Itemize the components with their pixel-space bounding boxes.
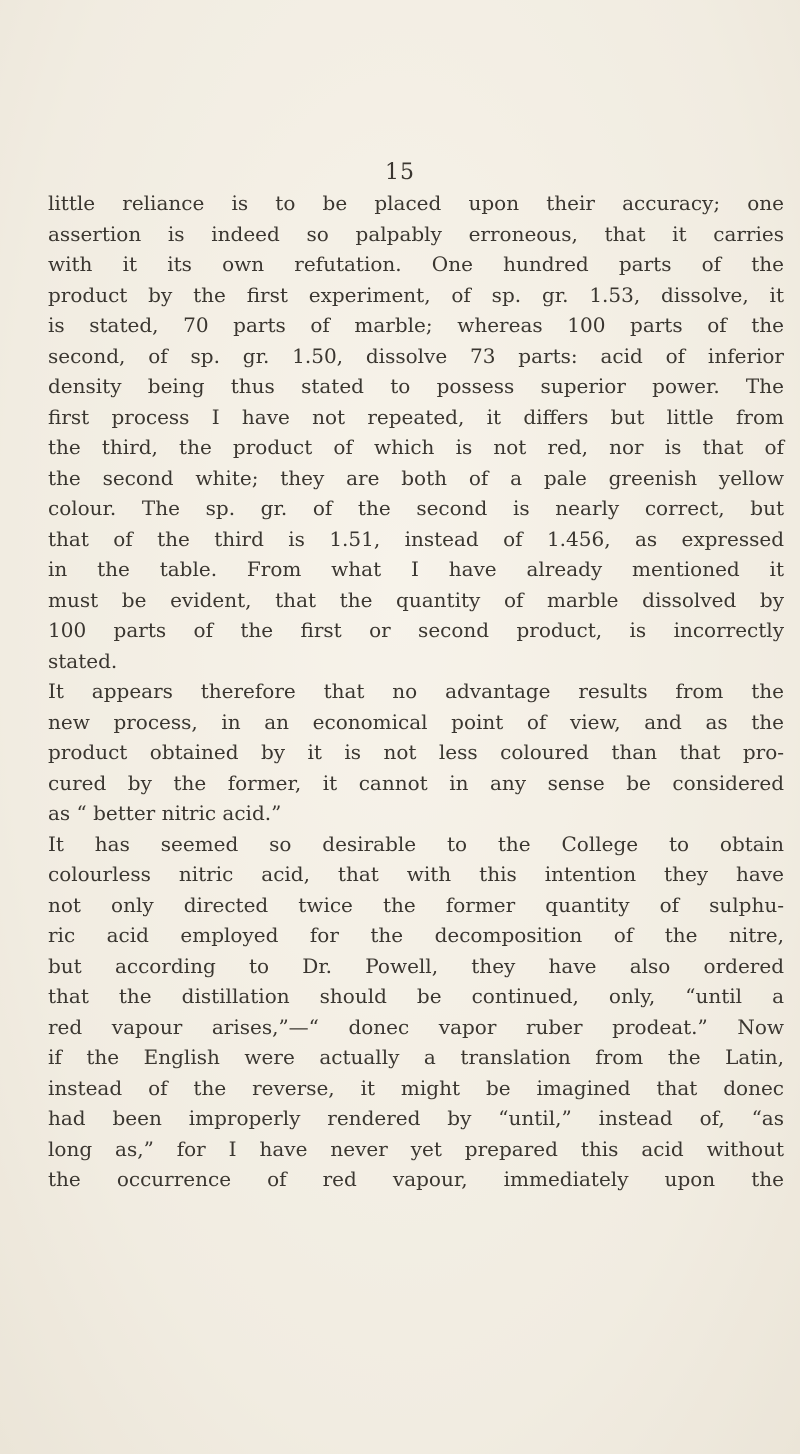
text-line: 100 parts of the first or second product, is incorrectly	[48, 618, 784, 642]
text-line: stated.	[48, 648, 118, 673]
text-line: must be evident, that the quantity of marble dissolved by	[48, 587, 784, 612]
text-line: the third, the product of which is not red, nor is that of	[48, 435, 784, 459]
text-line: is stated, 70 parts of marble; whereas 100 parts of the	[48, 313, 784, 337]
text-line: long as,” for I have never yet prepared this acid without	[48, 1136, 784, 1161]
text-line: if the English were actually a translation from the Latin,	[48, 1045, 784, 1069]
text-line: colourless nitric acid, that with this intention they have	[48, 862, 784, 886]
text-line: product obtained by it is not less coloured than that pro-	[48, 740, 784, 764]
text-line: with it its own refutation. One hundred parts of the	[48, 252, 784, 276]
text-line: the second white; they are both of a pale greenish yellow	[48, 465, 784, 490]
text-line: first process I have not repeated, it differs but little from	[48, 404, 784, 429]
text-line: that of the third is 1.51, instead of 1.456, as expressed	[48, 526, 784, 551]
text-line: little reliance is to be placed upon their accuracy; one	[48, 191, 784, 215]
text-line: cured by the former, it cannot in any sense be considered	[48, 770, 784, 795]
text-line: new process, in an economical point of view, and as the	[48, 709, 784, 734]
text-line: instead of the reverse, it might be imagined that donec	[48, 1075, 784, 1100]
text-line: assertion is indeed so palpably erroneous, that it carries	[48, 221, 784, 246]
text-line: in the table. From what I have already mentioned it	[48, 557, 784, 581]
text-line: It has seemed so desirable to the College to obtain	[48, 831, 784, 856]
text-line: as “ better nitric acid.”	[48, 801, 282, 825]
text-line: ric acid employed for the decomposition of the nitre,	[48, 923, 784, 947]
text-line: density being thus stated to possess superior power. The	[48, 374, 784, 398]
text-line: but according to Dr. Powell, they have also ordered	[48, 953, 784, 978]
text-line: product by the first experiment, of sp. gr. 1.53, dissolve, it	[48, 282, 784, 307]
text-line: not only directed twice the former quantity of sulphu-	[48, 892, 784, 917]
body-text	[48, 188, 784, 1195]
text-line: had been improperly rendered by “until,” instead of, “as	[48, 1106, 784, 1130]
text-line: It appears therefore that no advantage results from the	[48, 679, 784, 703]
text-line: that the distillation should be continued, only, “until a	[48, 984, 784, 1008]
text-line: colour. The sp. gr. of the second is nearly correct, but	[48, 496, 784, 520]
text-line: the occurrence of red vapour, immediately upon the	[48, 1167, 784, 1191]
page-number: 15	[385, 160, 415, 185]
text-line: second, of sp. gr. 1.50, dissolve 73 parts: acid of inferior	[48, 343, 784, 368]
text-line: red vapour arises,”—“ donec vapor ruber prodeat.” Now	[48, 1014, 784, 1039]
